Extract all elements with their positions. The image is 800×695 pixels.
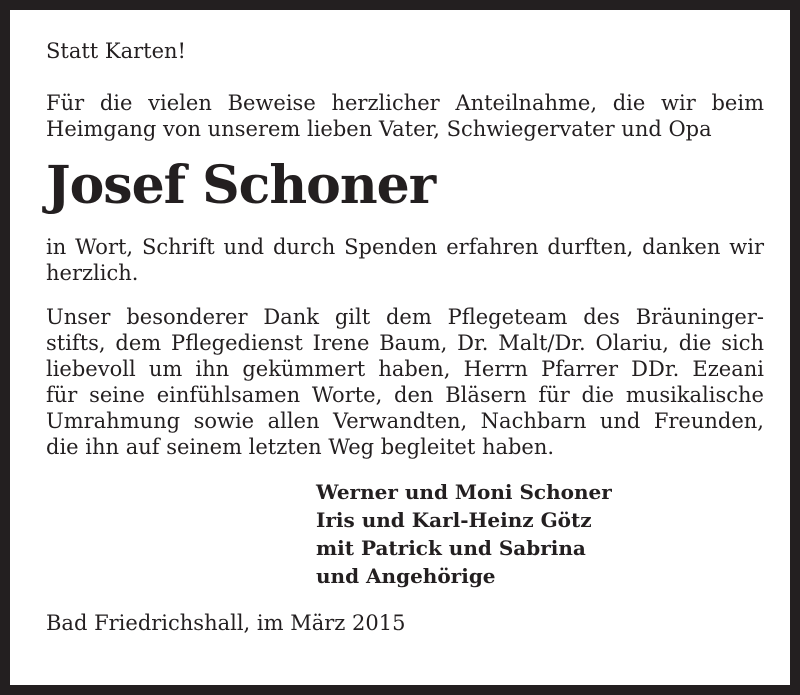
signer-line: und Angehörige	[316, 564, 496, 588]
deceased-name: Josef Schoner	[46, 155, 436, 216]
intro-text: Statt Karten!	[46, 39, 186, 63]
thanks-line: Heimgang von unserem lieben Vater, Schwiegervater und Opa	[46, 117, 712, 141]
signer-line: Werner und Moni Schoner	[316, 480, 612, 504]
thanks-paragraph	[46, 90, 764, 142]
received-line: in Wort, Schrift und durch Spenden erfahren durften, danken wir	[46, 235, 764, 259]
place-date: Bad Friedrichshall, im März 2015	[46, 611, 406, 635]
special-thanks-line: die ihn auf seinem letzten Weg begleitet haben.	[46, 435, 555, 459]
special-thanks-line: Unser besonderer Dank gilt dem Pflegeteam des Bräuninger-	[46, 305, 764, 329]
special-thanks-line: für seine einfühlsamen Worte, den Bläsern für die musikalische	[46, 383, 764, 407]
special-thanks-line: Umrahmung sowie allen Verwandten, Nachbarn und Freunden,	[46, 409, 764, 433]
received-paragraph	[46, 234, 764, 286]
special-thanks-line: liebevoll um ihn gekümmert haben, Herrn Pfarrer DDr. Ezeani	[46, 357, 764, 381]
signer-line: mit Patrick und Sabrina	[316, 536, 586, 560]
special-thanks-paragraph	[46, 304, 764, 460]
signers-block	[316, 478, 764, 590]
special-thanks-line: stifts, dem Pflegedienst Irene Baum, Dr. Malt/Dr. Olariu, die sich	[46, 331, 764, 355]
thanks-line: Für die vielen Beweise herzlicher Anteilnahme, die wir beim	[46, 91, 764, 115]
signer-line: Iris und Karl-Heinz Götz	[316, 508, 592, 532]
received-line: herzlich.	[46, 261, 139, 285]
obituary-content	[46, 38, 764, 657]
